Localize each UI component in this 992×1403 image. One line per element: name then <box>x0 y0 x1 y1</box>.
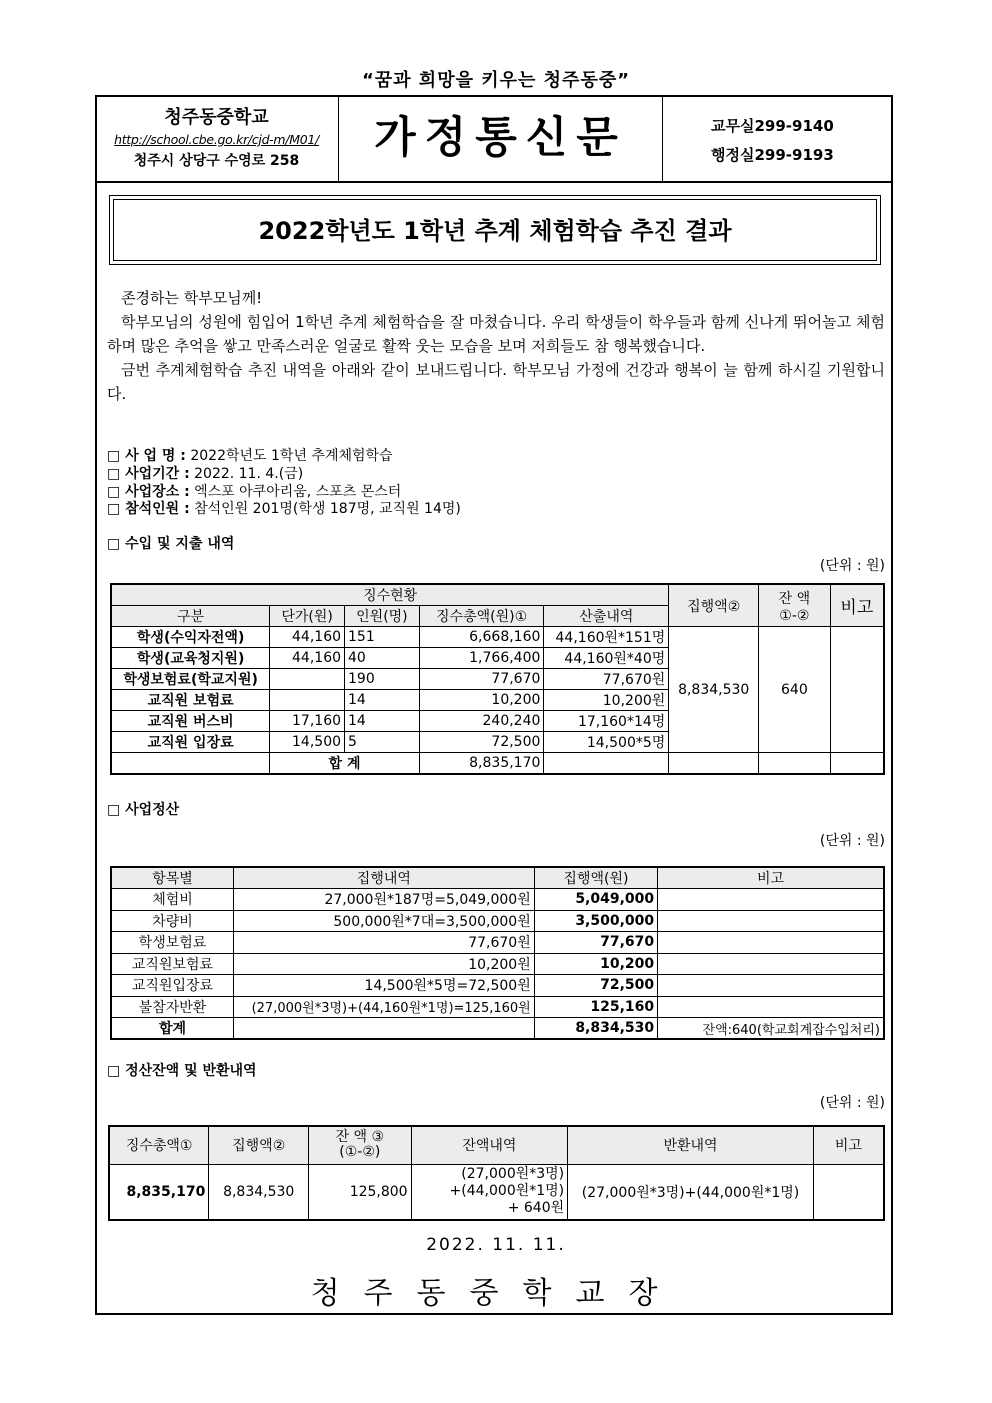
cell-executed: 8,834,530 <box>669 627 759 753</box>
school-address: 청주시 상당구 수영로 258 <box>133 153 300 169</box>
cell-item: 교직원보험료 <box>111 953 233 975</box>
cell-calc: 44,160원*151명 <box>544 627 669 648</box>
cell-item: 불참자반환 <box>111 996 233 1018</box>
header-note: 비고 <box>658 867 884 889</box>
balance-detail-line: (27,000원*3명) <box>461 1166 565 1183</box>
cell-detail: 77,670원 <box>233 932 534 954</box>
cell-amount: 72,500 <box>534 975 657 997</box>
header-balance-bottom: ①-② <box>779 607 810 624</box>
unit-label: (단위 : 원) <box>819 833 885 849</box>
cell-note <box>830 627 884 753</box>
table-row <box>111 953 884 975</box>
cell-empty <box>759 753 831 775</box>
cell-count: 5 <box>345 732 420 753</box>
cell-note <box>658 910 884 932</box>
header-total: 징수총액(원)① <box>419 606 544 627</box>
cell-empty <box>830 753 884 775</box>
letter-paragraph: 학부모님의 성원에 힘입어 1학년 추계 체험학습을 잘 마쳤습니다. 우리 학생들이 학우들과 함께 신나게 뛰어놀고 체험하며 많은 추억을 쌓고 만족스러운 얼굴로 활짝 웃는 모습을 보며 저희들도 참 행복했습니다. <box>107 313 885 355</box>
cell-count: 40 <box>345 648 420 669</box>
header-calc: 산출내역 <box>544 606 669 627</box>
school-name: 청주동중학교 <box>164 107 269 128</box>
header-total: 징수총액① <box>109 1126 209 1164</box>
cell-unit-price <box>270 690 345 711</box>
cell-refund: (27,000원*3명)+(44,000원*1명) <box>568 1164 814 1220</box>
info-value: 참석인원 201명(학생 187명, 교직원 14명) <box>194 501 461 517</box>
contact-info <box>663 95 893 181</box>
school-info <box>95 95 339 181</box>
cell-sum-note: 잔액:640(학교회계잡수입처리) <box>658 1018 884 1040</box>
cell-detail: 10,200원 <box>233 953 534 975</box>
cell-calc: 14,500*5명 <box>544 732 669 753</box>
info-label: □ 사업장소 : <box>107 484 190 500</box>
cell-note <box>658 996 884 1018</box>
header-count: 인원(명) <box>345 606 420 627</box>
header-balance <box>309 1126 412 1164</box>
cell-sum-amount: 8,834,530 <box>534 1018 657 1040</box>
cell-unit-price: 14,500 <box>270 732 345 753</box>
cell-calc: 17,160*14명 <box>544 711 669 732</box>
balance-detail-line: + 640원 <box>507 1200 565 1217</box>
info-line-name <box>107 447 393 465</box>
header-note: 비고 <box>813 1126 884 1164</box>
phone-faculty: 교무실299-9140 <box>711 117 834 135</box>
header-category: 구분 <box>111 606 270 627</box>
cell-calc: 44,160원*40명 <box>544 648 669 669</box>
headline: 2022학년도 1학년 추계 체험학습 추진 결과 <box>113 199 877 261</box>
cell-detail: 14,500원*5명=72,500원 <box>233 975 534 997</box>
unit-label: (단위 : 원) <box>819 1095 885 1111</box>
header-item: 항목별 <box>111 867 233 889</box>
table-header-row <box>111 867 884 889</box>
cell-category: 교직원 입장료 <box>111 732 270 753</box>
cell-item: 체험비 <box>111 889 233 911</box>
phone-admin: 행정실299-9193 <box>711 146 834 164</box>
section-title-refund: □ 정산잔액 및 반환내역 <box>107 1063 257 1079</box>
cell-amount: 77,670 <box>534 932 657 954</box>
table-sum-row <box>111 753 884 775</box>
header-collection: 징수현황 <box>111 584 669 606</box>
cell-amount: 5,049,000 <box>534 889 657 911</box>
cell-item: 교직원입장료 <box>111 975 233 997</box>
cell-detail: 500,000원*7대=3,500,000원 <box>233 910 534 932</box>
cell-unit-price <box>270 669 345 690</box>
cell-note <box>658 953 884 975</box>
newsletter-title: 가정통신문 <box>374 113 627 163</box>
cell-unit-price: 44,160 <box>270 648 345 669</box>
cell-empty <box>544 753 669 775</box>
table-row <box>111 889 884 911</box>
header-refund: 반환내역 <box>568 1126 814 1164</box>
refund-table <box>108 1125 885 1221</box>
cell-sum-label: 합 계 <box>270 753 420 775</box>
header-executed: 집행액② <box>209 1126 309 1164</box>
income-expense-table <box>110 583 885 775</box>
info-value: 2022학년도 1학년 추계체험학습 <box>190 448 393 464</box>
cell-empty <box>111 753 270 775</box>
info-label: □ 사 업 명 : <box>107 448 186 464</box>
cell-note <box>658 889 884 911</box>
info-line-attendees <box>107 500 461 518</box>
cell-category: 학생(수익자전액) <box>111 627 270 648</box>
cell-count: 151 <box>345 627 420 648</box>
cell-executed: 8,834,530 <box>209 1164 309 1220</box>
table-row <box>109 1164 884 1220</box>
info-line-period <box>107 465 303 483</box>
cell-amount: 125,160 <box>534 996 657 1018</box>
headline-box <box>109 195 881 265</box>
issue-date: 2022. 11. 11. <box>426 1235 566 1255</box>
cell-total: 6,668,160 <box>419 627 544 648</box>
letter-greeting: 존경하는 학부모님께! <box>121 289 263 307</box>
cell-calc: 77,670원 <box>544 669 669 690</box>
cell-total: 72,500 <box>419 732 544 753</box>
cell-count: 14 <box>345 690 420 711</box>
cell-item: 학생보험료 <box>111 932 233 954</box>
newsletter-title-cell <box>339 95 663 181</box>
cell-empty <box>669 753 759 775</box>
cell-unit-price: 44,160 <box>270 627 345 648</box>
header-note: 비고 <box>830 584 884 627</box>
cell-category: 교직원 보험료 <box>111 690 270 711</box>
cell-total: 240,240 <box>419 711 544 732</box>
header-amount: 집행액(원) <box>534 867 657 889</box>
unit-label: (단위 : 원) <box>819 558 885 574</box>
cell-total: 10,200 <box>419 690 544 711</box>
cell-sum-total: 8,835,170 <box>419 753 544 775</box>
table-row <box>111 627 884 648</box>
section-title-income: □ 수입 및 지출 내역 <box>107 536 235 552</box>
table-row <box>111 910 884 932</box>
letter-body <box>107 286 885 406</box>
info-value: 엑스포 아쿠아리움, 스포츠 몬스터 <box>194 484 402 500</box>
header-executed: 집행액② <box>669 584 759 627</box>
table-header-row <box>109 1126 884 1164</box>
table-row <box>111 996 884 1018</box>
header-balance-bottom: (①-②) <box>339 1144 381 1161</box>
cell-amount: 3,500,000 <box>534 910 657 932</box>
header-balance-detail: 잔액내역 <box>411 1126 568 1164</box>
cell-balance: 640 <box>759 627 831 753</box>
cell-sum-item: 합계 <box>111 1018 233 1040</box>
cell-amount: 10,200 <box>534 953 657 975</box>
cell-balance-detail <box>411 1164 568 1220</box>
info-label: □ 참석인원 : <box>107 501 190 517</box>
info-value: 2022. 11. 4.(금) <box>194 466 304 482</box>
cell-calc: 10,200원 <box>544 690 669 711</box>
masthead <box>95 95 893 183</box>
motto: “꿈과 희망을 키우는 청주동중” <box>361 70 631 91</box>
table-header-row <box>111 584 884 606</box>
cell-total: 77,670 <box>419 669 544 690</box>
cell-category: 교직원 버스비 <box>111 711 270 732</box>
header-unit-price: 단가(원) <box>270 606 345 627</box>
header-detail: 집행내역 <box>233 867 534 889</box>
cell-count: 14 <box>345 711 420 732</box>
cell-total: 8,835,170 <box>109 1164 209 1220</box>
letter-paragraph: 금번 추계체험학습 추진 내역을 아래와 같이 보내드립니다. 학부모님 가정에 건강과 행복이 늘 함께 하시길 기원합니다. <box>107 361 885 403</box>
cell-category: 학생보험료(학교지원) <box>111 669 270 690</box>
cell-sum-detail <box>233 1018 534 1040</box>
cell-count: 190 <box>345 669 420 690</box>
header-balance-top: 잔 액 <box>778 590 811 607</box>
cell-total: 1,766,400 <box>419 648 544 669</box>
cell-balance: 125,800 <box>309 1164 412 1220</box>
table-row <box>111 932 884 954</box>
header-balance <box>759 584 831 627</box>
balance-detail-line: +(44,000원*1명) <box>449 1183 565 1200</box>
cell-note <box>813 1164 884 1220</box>
principal-signature: 청주동중학교장 <box>310 1276 682 1311</box>
info-label: □ 사업기간 : <box>107 466 190 482</box>
cell-note <box>658 975 884 997</box>
table-sum-row <box>111 1018 884 1040</box>
header-balance-top: 잔 액 ③ <box>335 1129 385 1146</box>
cell-note <box>658 932 884 954</box>
table-row <box>111 975 884 997</box>
settlement-table <box>110 866 885 1040</box>
cell-detail: (27,000원*3명)+(44,160원*1명)=125,160원 <box>233 996 534 1018</box>
school-url-link[interactable]: http://school.cbe.go.kr/cjd-m/M01/ <box>114 132 319 147</box>
cell-detail: 27,000원*187명=5,049,000원 <box>233 889 534 911</box>
info-line-place <box>107 483 401 501</box>
cell-unit-price: 17,160 <box>270 711 345 732</box>
cell-category: 학생(교육청지원) <box>111 648 270 669</box>
section-title-settlement: □ 사업정산 <box>107 802 180 818</box>
cell-item: 차량비 <box>111 910 233 932</box>
